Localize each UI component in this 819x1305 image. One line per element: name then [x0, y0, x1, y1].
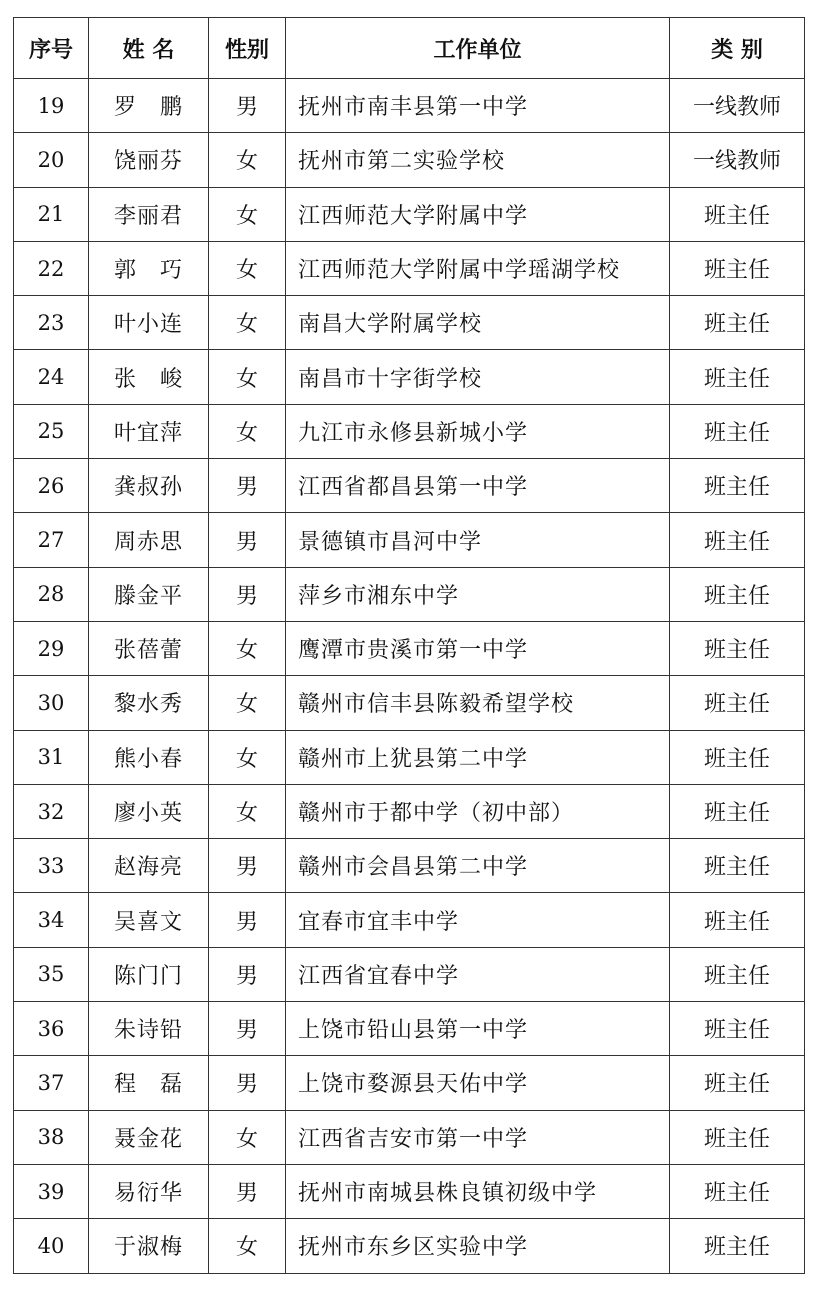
cell-no: 30 [14, 676, 89, 730]
cell-category: 班主任 [670, 241, 805, 295]
cell-unit: 江西师范大学附属中学 [286, 187, 670, 241]
cell-name: 黎水秀 [89, 676, 209, 730]
cell-unit: 萍乡市湘东中学 [286, 567, 670, 621]
table-row [14, 1110, 805, 1164]
cell-gender: 女 [209, 621, 286, 675]
table-row [14, 404, 805, 458]
cell-category: 班主任 [670, 1056, 805, 1110]
cell-name: 张 峻 [89, 350, 209, 404]
cell-gender: 女 [209, 296, 286, 350]
cell-no: 37 [14, 1056, 89, 1110]
cell-unit: 南昌市十字街学校 [286, 350, 670, 404]
cell-no: 27 [14, 513, 89, 567]
cell-no: 38 [14, 1110, 89, 1164]
cell-no: 40 [14, 1219, 89, 1273]
cell-gender: 男 [209, 1056, 286, 1110]
cell-category: 一线教师 [670, 133, 805, 187]
table-row [14, 947, 805, 1001]
table-row [14, 187, 805, 241]
cell-category: 班主任 [670, 513, 805, 567]
cell-name: 聂金花 [89, 1110, 209, 1164]
cell-gender: 女 [209, 784, 286, 838]
cell-gender: 男 [209, 893, 286, 947]
cell-gender: 男 [209, 79, 286, 133]
table-row [14, 784, 805, 838]
table-row [14, 1164, 805, 1218]
cell-name: 叶宜萍 [89, 404, 209, 458]
cell-no: 20 [14, 133, 89, 187]
cell-category: 班主任 [670, 676, 805, 730]
cell-unit: 抚州市南城县株良镇初级中学 [286, 1164, 670, 1218]
table-row [14, 1002, 805, 1056]
table-row [14, 676, 805, 730]
cell-name: 罗 鹏 [89, 79, 209, 133]
cell-no: 39 [14, 1164, 89, 1218]
table-row [14, 133, 805, 187]
cell-gender: 女 [209, 1219, 286, 1273]
cell-name: 陈门门 [89, 947, 209, 1001]
cell-name: 郭 巧 [89, 241, 209, 295]
cell-name: 周赤思 [89, 513, 209, 567]
cell-gender: 女 [209, 730, 286, 784]
cell-name: 赵海亮 [89, 839, 209, 893]
cell-gender: 女 [209, 404, 286, 458]
cell-unit: 江西省宜春中学 [286, 947, 670, 1001]
cell-category: 班主任 [670, 404, 805, 458]
roster-table [13, 17, 805, 1274]
cell-name: 易衍华 [89, 1164, 209, 1218]
cell-no: 22 [14, 241, 89, 295]
table-row [14, 296, 805, 350]
cell-name: 龚叔孙 [89, 459, 209, 513]
cell-category: 班主任 [670, 1164, 805, 1218]
table-body [14, 79, 805, 1274]
cell-no: 36 [14, 1002, 89, 1056]
cell-no: 21 [14, 187, 89, 241]
cell-name: 熊小春 [89, 730, 209, 784]
cell-gender: 女 [209, 1110, 286, 1164]
cell-gender: 女 [209, 350, 286, 404]
cell-gender: 女 [209, 133, 286, 187]
cell-category: 班主任 [670, 187, 805, 241]
cell-gender: 男 [209, 839, 286, 893]
cell-category: 班主任 [670, 893, 805, 947]
cell-unit: 赣州市会昌县第二中学 [286, 839, 670, 893]
cell-gender: 男 [209, 459, 286, 513]
cell-gender: 男 [209, 1164, 286, 1218]
table-row [14, 1056, 805, 1110]
header-name: 姓 名 [89, 18, 209, 79]
cell-unit: 抚州市南丰县第一中学 [286, 79, 670, 133]
header-gender: 性别 [209, 18, 286, 79]
cell-unit: 九江市永修县新城小学 [286, 404, 670, 458]
cell-unit: 赣州市于都中学（初中部） [286, 784, 670, 838]
table-row [14, 621, 805, 675]
cell-unit: 宜春市宜丰中学 [286, 893, 670, 947]
table-row [14, 513, 805, 567]
cell-gender: 女 [209, 187, 286, 241]
cell-name: 李丽君 [89, 187, 209, 241]
cell-category: 班主任 [670, 350, 805, 404]
cell-category: 班主任 [670, 1219, 805, 1273]
cell-unit: 南昌大学附属学校 [286, 296, 670, 350]
cell-category: 班主任 [670, 1110, 805, 1164]
cell-gender: 男 [209, 947, 286, 1001]
cell-unit: 景德镇市昌河中学 [286, 513, 670, 567]
cell-category: 班主任 [670, 730, 805, 784]
cell-unit: 上饶市铅山县第一中学 [286, 1002, 670, 1056]
cell-name: 廖小英 [89, 784, 209, 838]
cell-category: 班主任 [670, 296, 805, 350]
cell-category: 班主任 [670, 839, 805, 893]
header-no: 序号 [14, 18, 89, 79]
cell-unit: 抚州市东乡区实验中学 [286, 1219, 670, 1273]
table-row [14, 79, 805, 133]
cell-no: 28 [14, 567, 89, 621]
cell-name: 朱诗铅 [89, 1002, 209, 1056]
cell-name: 于淑梅 [89, 1219, 209, 1273]
cell-gender: 男 [209, 567, 286, 621]
header-row [14, 18, 805, 79]
cell-name: 饶丽芬 [89, 133, 209, 187]
cell-name: 程 磊 [89, 1056, 209, 1110]
cell-category: 班主任 [670, 947, 805, 1001]
table-row [14, 839, 805, 893]
cell-no: 19 [14, 79, 89, 133]
header-category: 类 别 [670, 18, 805, 79]
cell-unit: 江西省吉安市第一中学 [286, 1110, 670, 1164]
cell-no: 26 [14, 459, 89, 513]
table-row [14, 730, 805, 784]
table-row [14, 567, 805, 621]
cell-gender: 男 [209, 1002, 286, 1056]
cell-unit: 上饶市婺源县天佑中学 [286, 1056, 670, 1110]
table-row [14, 459, 805, 513]
cell-category: 一线教师 [670, 79, 805, 133]
cell-no: 29 [14, 621, 89, 675]
cell-category: 班主任 [670, 621, 805, 675]
cell-no: 34 [14, 893, 89, 947]
cell-no: 35 [14, 947, 89, 1001]
cell-unit: 江西师范大学附属中学瑶湖学校 [286, 241, 670, 295]
cell-name: 滕金平 [89, 567, 209, 621]
cell-no: 32 [14, 784, 89, 838]
cell-category: 班主任 [670, 459, 805, 513]
cell-gender: 男 [209, 513, 286, 567]
table-row [14, 1219, 805, 1273]
cell-unit: 鹰潭市贵溪市第一中学 [286, 621, 670, 675]
cell-no: 33 [14, 839, 89, 893]
cell-gender: 女 [209, 241, 286, 295]
cell-name: 张蓓蕾 [89, 621, 209, 675]
cell-no: 25 [14, 404, 89, 458]
table-row [14, 893, 805, 947]
cell-category: 班主任 [670, 784, 805, 838]
table-row [14, 350, 805, 404]
cell-no: 31 [14, 730, 89, 784]
cell-unit: 赣州市信丰县陈毅希望学校 [286, 676, 670, 730]
table-row [14, 241, 805, 295]
cell-category: 班主任 [670, 567, 805, 621]
cell-no: 23 [14, 296, 89, 350]
cell-gender: 女 [209, 676, 286, 730]
cell-unit: 江西省都昌县第一中学 [286, 459, 670, 513]
cell-name: 吴喜文 [89, 893, 209, 947]
cell-unit: 赣州市上犹县第二中学 [286, 730, 670, 784]
cell-unit: 抚州市第二实验学校 [286, 133, 670, 187]
cell-name: 叶小连 [89, 296, 209, 350]
cell-category: 班主任 [670, 1002, 805, 1056]
header-unit: 工作单位 [286, 18, 670, 79]
cell-no: 24 [14, 350, 89, 404]
